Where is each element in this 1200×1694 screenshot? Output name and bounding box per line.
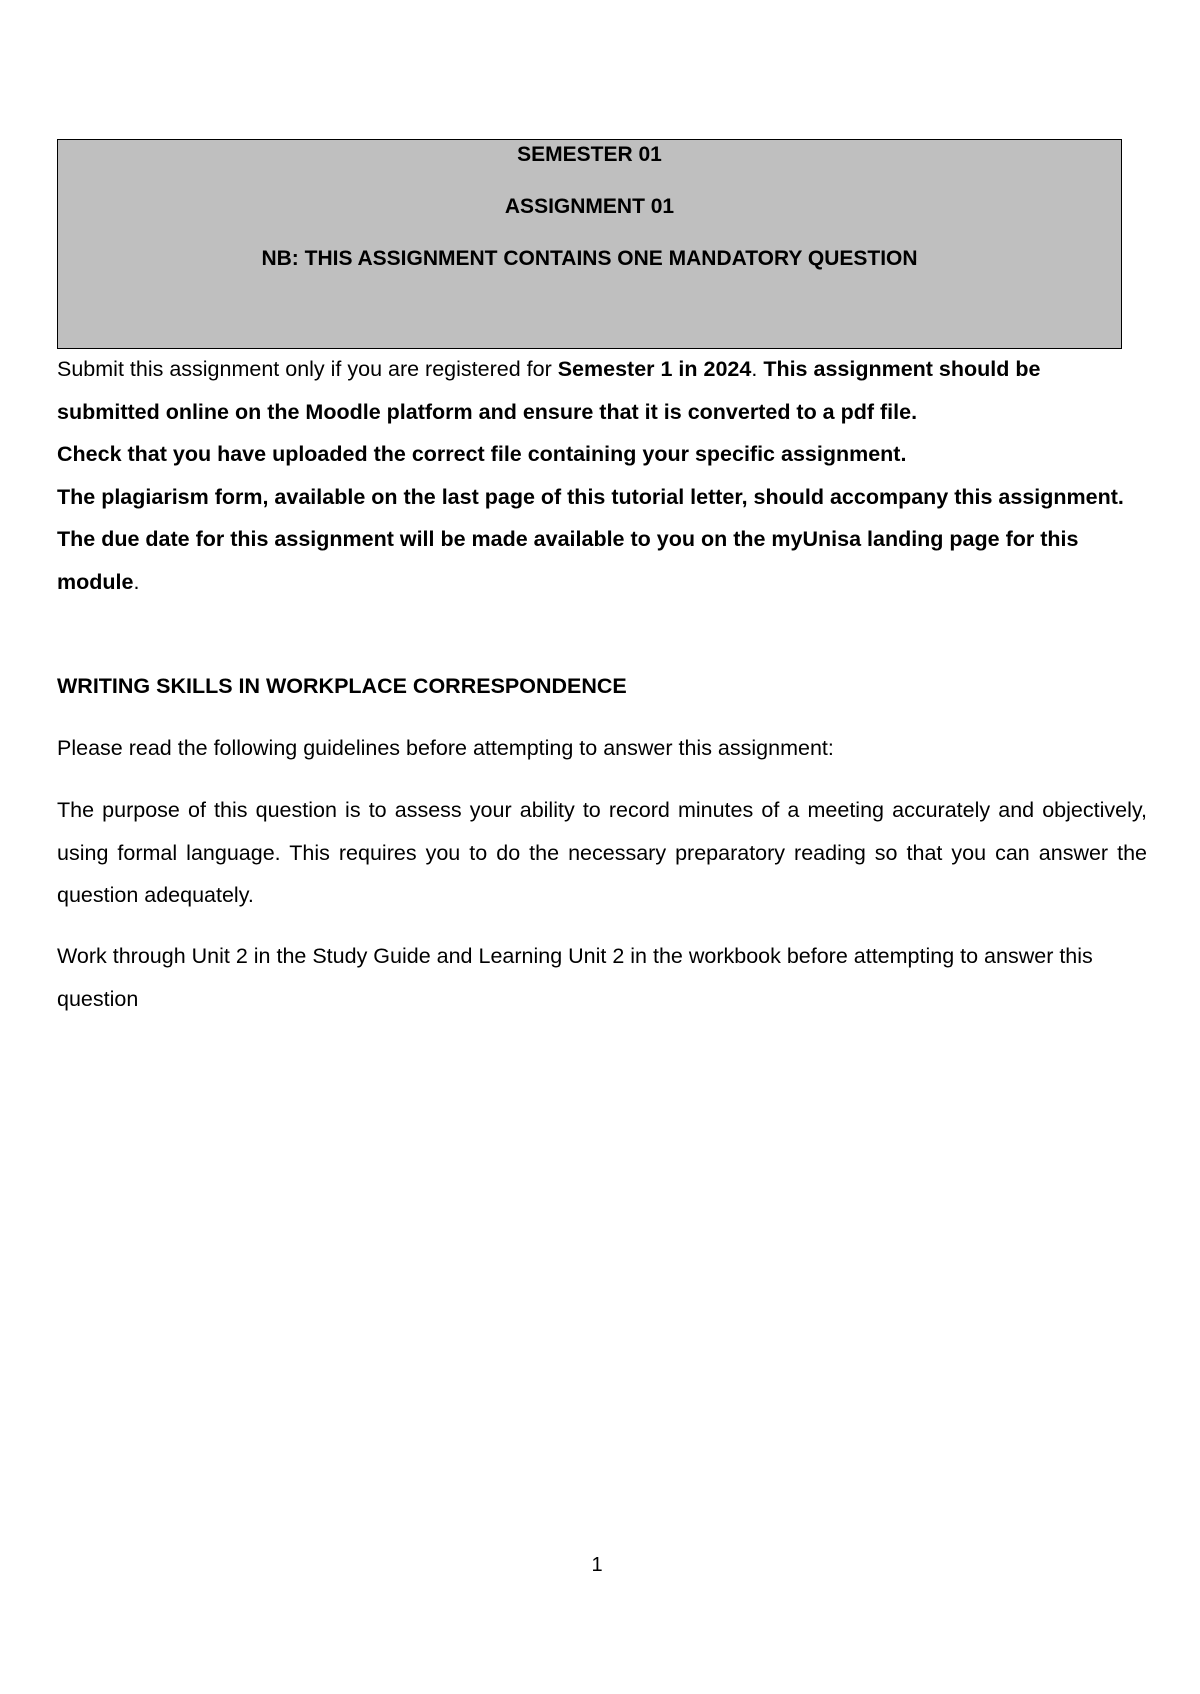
submission-instructions [57, 348, 1147, 603]
online-submission-text: This assignment should be submitted online on the Moodle platform and ensure that it is converted to a pdf file. [57, 357, 1041, 424]
work-through-paragraph: Work through Unit 2 in the Study Guide and Learning Unit 2 in the workbook before attempting to answer this question [57, 944, 1093, 1011]
page-number: 1 [591, 1554, 603, 1576]
plagiarism-form-text: The plagiarism form, available on the last page of this tutorial letter, should accompany this assignment. [57, 484, 1124, 509]
due-date-text: The due date for this assignment will be made available to you on the myUnisa landing page for this module [57, 527, 1079, 594]
registration-text: Submit this assignment only if you are registered for [57, 357, 558, 381]
guidelines-text: Please read the following guidelines before attempting to answer this assignment: [57, 736, 834, 760]
assignment-label: ASSIGNMENT 01 [504, 195, 675, 218]
assignment-header-box [57, 139, 1122, 349]
check-file-text: Check that you have uploaded the correct file containing your specific assignment. [57, 442, 907, 466]
sentence-separator: . [751, 357, 764, 381]
semester-year-text: Semester 1 in 2024 [557, 357, 752, 381]
section-heading: WRITING SKILLS IN WORKPLACE CORRESPONDENCE [57, 674, 627, 698]
due-date-period: . [133, 569, 140, 594]
purpose-paragraph: The purpose of this question is to assess your ability to record minutes of a meeting accurately and objectively, using formal language. This requires you to do the necessary preparatory reading so that you can answer the question adequately. [57, 798, 1147, 907]
mandatory-question-note: NB: THIS ASSIGNMENT CONTAINS ONE MANDATORY QUESTION [261, 247, 918, 270]
semester-label: SEMESTER 01 [517, 143, 662, 166]
